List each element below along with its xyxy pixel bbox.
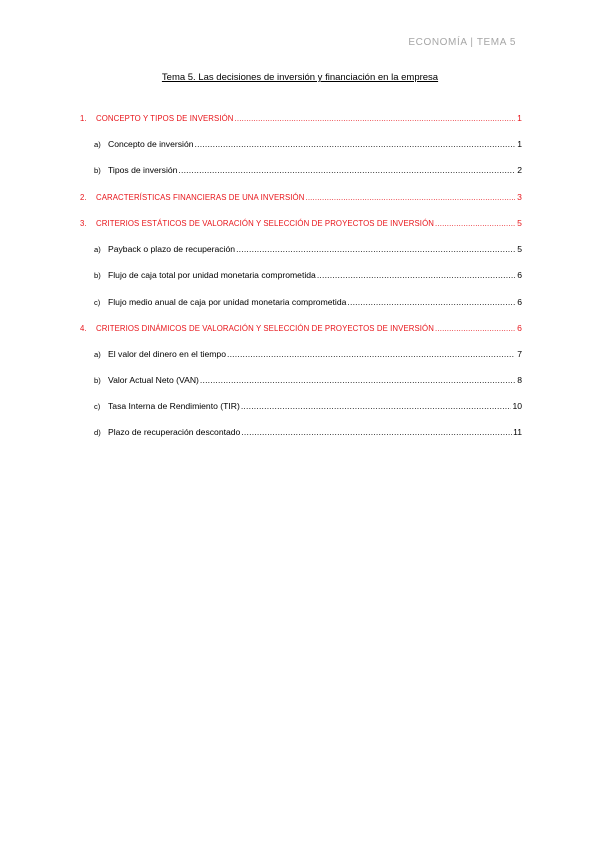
toc-entry-4c[interactable] [80,397,522,411]
page-header: ECONOMÍA | TEMA 5 [408,37,516,48]
toc-number: b) [94,166,101,175]
toc-leader [435,324,515,333]
toc-leader [236,244,515,254]
toc-leader [347,297,515,307]
toc-leader [178,165,515,175]
toc-entry-3a[interactable] [80,240,522,254]
toc-entry-4b[interactable] [80,371,522,385]
toc-number: 2. [80,193,87,202]
toc-title: Plazo de recuperación descontado [108,427,241,437]
toc-title: El valor del dinero en el tiempo [108,349,226,359]
toc-entry-2[interactable] [80,188,522,202]
toc-title: Tipos de inversión [108,165,178,175]
toc-page-number: 1 [517,139,522,149]
toc-number: c) [94,298,101,307]
toc-number: a) [94,140,101,149]
toc-page-number: 7 [517,349,522,359]
toc-page-number: 5 [517,218,522,228]
toc-number: 3. [80,219,87,228]
toc-leader [305,193,515,202]
toc-number: b) [94,271,101,280]
document-title: Tema 5. Las decisiones de inversión y financiación en la empresa [161,72,439,83]
toc-entry-1b[interactable] [80,161,522,175]
toc-leader [195,139,515,149]
toc-entry-3c[interactable] [80,293,522,307]
toc-entry-4d[interactable] [80,423,522,437]
toc-title: CRITERIOS DINÁMICOS DE VALORACIÓN Y SELECCIÓN DE PROYECTOS DE INVERSIÓN [96,324,434,333]
toc-page-number: 6 [517,323,522,333]
toc-number: a) [94,350,101,359]
toc-number: a) [94,245,101,254]
toc-number: d) [94,428,101,437]
toc-title: Payback o plazo de recuperación [108,244,236,254]
toc-title: CRITERIOS ESTÁTICOS DE VALORACIÓN Y SELECCIÓN DE PROYECTOS DE INVERSIÓN [96,219,434,228]
toc-entry-1[interactable] [80,109,522,123]
toc-leader [241,401,512,411]
toc-leader [435,219,515,228]
toc-title: Flujo medio anual de caja por unidad monetaria comprometida [108,297,347,307]
toc-page-number: 5 [517,244,522,254]
toc-page-number: 10 [512,401,522,411]
toc-number: 4. [80,324,87,333]
toc-page-number: 1 [517,113,522,123]
toc-title: Valor Actual Neto (VAN) [108,375,199,385]
toc-entry-4a[interactable] [80,345,522,359]
toc-page-number: 6 [517,270,522,280]
toc-title: CARACTERÍSTICAS FINANCIERAS DE UNA INVERSIÓN [96,193,305,202]
toc-number: b) [94,376,101,385]
toc-entry-1a[interactable] [80,135,522,149]
toc-title: Tasa Interna de Rendimiento (TIR) [108,401,240,411]
toc-entry-3b[interactable] [80,266,522,280]
toc-page-number: 2 [517,165,522,175]
toc-leader [235,114,515,123]
toc-leader [317,270,515,280]
toc-leader [241,427,512,437]
toc-number: 1. [80,114,87,123]
toc-entry-3[interactable] [80,214,522,228]
toc-page-number: 11 [513,427,522,437]
toc-page-number: 8 [517,375,522,385]
toc-leader [200,375,515,385]
toc-title: Flujo de caja total por unidad monetaria comprometida [108,270,316,280]
toc-title: CONCEPTO Y TIPOS DE INVERSIÓN [96,114,234,123]
toc-page-number: 3 [517,192,522,202]
toc-page-number: 6 [517,297,522,307]
toc-leader [227,349,515,359]
toc-entry-4[interactable] [80,319,522,333]
toc-title: Concepto de inversión [108,139,194,149]
toc-number: c) [94,402,101,411]
